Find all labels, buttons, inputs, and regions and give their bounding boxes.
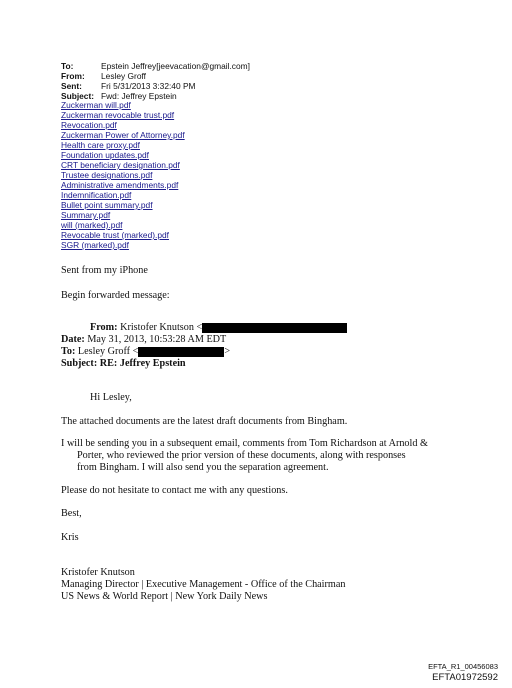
from-label: From:: [61, 71, 85, 81]
para2-line: I will be sending you in a subsequent email, comments from Tom Richardson at Arnold &: [61, 438, 428, 449]
attachment-link[interactable]: will (marked).pdf: [61, 220, 123, 230]
fwd-to-value: Lesley Groff <: [77, 346, 139, 357]
forwarded-header: [61, 322, 347, 370]
redaction-bar: [138, 347, 224, 357]
greeting: Hi Lesley,: [90, 392, 132, 403]
attachment-link[interactable]: CRT beneficiary designation.pdf: [61, 160, 180, 170]
para2-line: Porter, who reviewed the prior version of these documents, along with responses: [77, 450, 406, 461]
attachment-link[interactable]: Zuckerman will.pdf: [61, 100, 131, 110]
attachment-link[interactable]: Indemnification.pdf: [61, 190, 132, 200]
redaction-bar: [202, 323, 347, 333]
attachment-link[interactable]: SGR (marked).pdf: [61, 240, 129, 250]
subject-value: Fwd: Jeffrey Epstein: [101, 91, 177, 101]
attachment-link[interactable]: Administrative amendments.pdf: [61, 180, 179, 190]
sent-value: Fri 5/31/2013 3:32:40 PM: [101, 81, 196, 91]
footer-id-2: EFTA01972592: [432, 672, 498, 683]
fwd-to-close: >: [224, 346, 231, 357]
attachment-link[interactable]: Revocation.pdf: [61, 120, 117, 130]
signature-name: Kristofer Knutson: [61, 567, 135, 578]
fwd-subject-value: RE: Jeffrey Epstein: [99, 358, 186, 369]
body-paragraph-2: [61, 438, 428, 474]
fwd-subject-row: [61, 358, 347, 370]
attachment-link[interactable]: Zuckerman revocable trust.pdf: [61, 110, 175, 120]
fwd-date-row: [61, 334, 347, 346]
fwd-from-value: Kristofer Knutson <: [120, 322, 203, 333]
attachment-link[interactable]: Foundation updates.pdf: [61, 150, 150, 160]
body-paragraph-1: The attached documents are the latest draft documents from Bingham.: [61, 416, 348, 427]
fwd-date-value: May 31, 2013, 10:53:28 AM EDT: [87, 334, 227, 345]
sent-from-text: Sent from my iPhone: [61, 265, 148, 276]
signature-title: Managing Director | Executive Management - Office of the Chairman: [61, 579, 346, 590]
begin-forwarded-text: Begin forwarded message:: [61, 290, 170, 301]
to-label: To:: [61, 61, 74, 71]
sent-label: Sent:: [61, 81, 82, 91]
body-paragraph-3: Please do not hesitate to contact me with any questions.: [61, 485, 288, 496]
sent-row: [61, 81, 250, 91]
para2-line: from Bingham. I will also send you the separation agreement.: [77, 462, 329, 473]
fwd-from-row: [61, 322, 347, 334]
attachment-list: [61, 100, 185, 250]
attachment-link[interactable]: Bullet point summary.pdf: [61, 200, 153, 210]
name-short: Kris: [61, 532, 79, 543]
attachment-link[interactable]: Summary.pdf: [61, 210, 111, 220]
email-header: [61, 61, 250, 101]
fwd-to-row: [61, 346, 347, 358]
from-value: Lesley Groff: [101, 71, 146, 81]
fwd-from-label: From:: [90, 322, 118, 333]
attachment-link[interactable]: Revocable trust (marked).pdf: [61, 230, 169, 240]
attachment-link[interactable]: Zuckerman Power of Attorney.pdf: [61, 130, 185, 140]
fwd-subject-label: Subject:: [61, 358, 98, 369]
signature-company: US News & World Report | New York Daily News: [61, 591, 268, 602]
closing: Best,: [61, 508, 82, 519]
to-value: Epstein Jeffrey[jeevacation@gmail.com]: [101, 61, 250, 71]
footer-id-1: EFTA_R1_00456083: [428, 662, 498, 671]
attachment-link[interactable]: Trustee designations.pdf: [61, 170, 153, 180]
fwd-date-label: Date:: [61, 334, 85, 345]
signature-block: [61, 567, 345, 603]
fwd-to-label: To:: [61, 346, 76, 357]
subject-label: Subject:: [61, 91, 95, 101]
to-row: [61, 61, 250, 71]
attachment-link[interactable]: Health care proxy.pdf: [61, 140, 140, 150]
from-row: [61, 71, 250, 81]
